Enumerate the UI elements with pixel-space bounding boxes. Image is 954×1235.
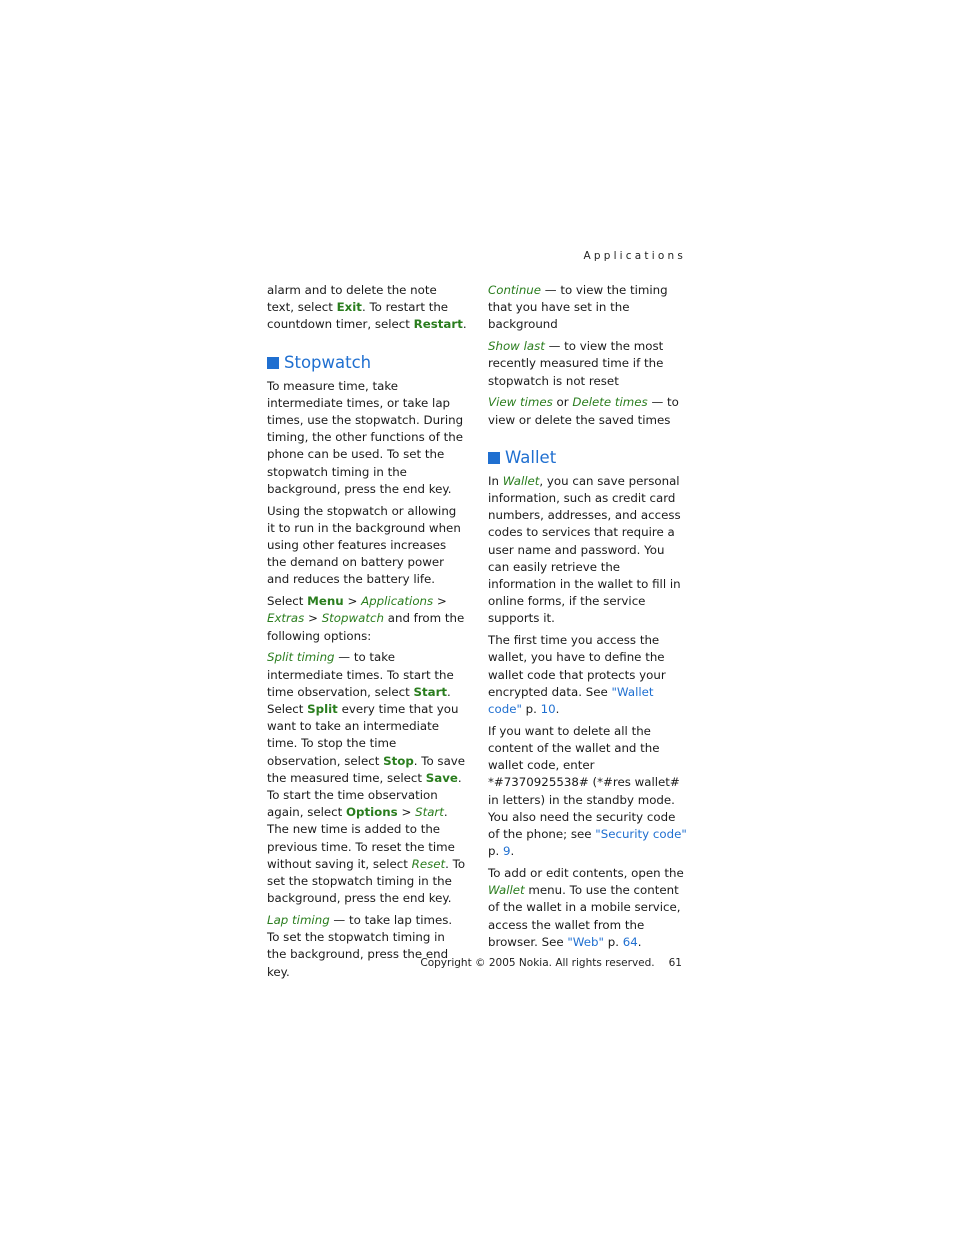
left-column <box>267 282 467 985</box>
softkey-restart: Restart <box>413 317 463 332</box>
paragraph: To measure time, take intermediate times, or take lap times, use the stopwatch. During timing, the other functions of the phone can be used. To set the stopwatch timing in the background, press the end key. <box>267 378 464 496</box>
right-column <box>488 282 688 956</box>
option-name: Delete times <box>572 395 648 410</box>
text: or <box>552 395 573 410</box>
text: > <box>343 594 362 609</box>
text: . <box>462 317 467 332</box>
menu-item-start: Start <box>415 805 444 820</box>
running-header: Applications <box>583 250 686 262</box>
heading-text: Wallet <box>505 447 557 467</box>
text: p. <box>521 702 541 717</box>
paragraph <box>267 282 467 334</box>
text: > <box>397 805 416 820</box>
option-name: Show last <box>488 339 545 354</box>
softkey-save: Save <box>425 770 458 785</box>
text: The first time you access the wallet, you have to define the wallet code that protects your encrypted data. See <box>488 633 666 699</box>
paragraph <box>488 865 688 951</box>
option-lap-timing <box>267 912 467 981</box>
text: alarm and to delete the note text, select <box>267 283 437 315</box>
heading-text: Stopwatch <box>284 352 372 372</box>
text: If you want to delete all the content of the wallet and the wallet code, enter *#7370925538# (*#res wallet# in letters) in the standby mode. You also need the security code of the phone; see <box>488 723 680 842</box>
menu-item-extras: Extras <box>267 611 305 626</box>
paragraph <box>488 632 688 718</box>
text: p. <box>603 934 623 949</box>
text: — to view or delete the saved times <box>488 395 679 427</box>
text: — to view the most recently measured time if the stopwatch is not reset <box>488 339 664 388</box>
option-split-timing <box>267 649 467 907</box>
link-wallet-code[interactable]: "Wallet code" <box>488 684 654 717</box>
softkey-exit: Exit <box>336 300 362 315</box>
link-page-64[interactable]: 64 <box>622 934 638 949</box>
text: . To start the time observation again, select <box>267 770 462 820</box>
menu-item-reset: Reset <box>411 856 446 871</box>
paragraph <box>488 473 688 628</box>
option-name: Lap timing <box>267 913 330 928</box>
text: Select <box>267 594 308 609</box>
option-name: Continue <box>488 283 542 297</box>
text: . <box>555 702 560 717</box>
text: > <box>304 611 322 626</box>
link-page-9[interactable]: 9 <box>503 844 511 859</box>
text: p. <box>488 844 503 859</box>
menu-item-wallet: Wallet <box>488 883 525 898</box>
menu-item-applications: Applications <box>361 594 434 609</box>
text: every time that you want to take an intermediate time. To stop the time observation, select <box>267 702 459 768</box>
option-name: View times <box>488 395 553 410</box>
text: . To save the measured time, select <box>267 753 466 785</box>
text: menu. To use the content of the wallet in a mobile service, access the wallet from the browser. See <box>488 883 681 949</box>
square-bullet-icon <box>488 452 500 464</box>
softkey-stop: Stop <box>383 753 414 768</box>
text: . <box>510 844 515 859</box>
link-page-10[interactable]: 10 <box>540 702 556 717</box>
text: . The new time is added to the previous time. To reset the time without saving it, select <box>267 805 455 871</box>
text: . To restart the countdown timer, select <box>267 300 449 332</box>
option-continue <box>488 282 688 334</box>
text: , you can save personal information, such as credit card numbers, addresses, and access codes to services that require a user name and password. You can easily retrieve the information in the wallet to fill in online forms, if the service supports it. <box>488 473 681 626</box>
text: — to take intermediate times. To start the time observation, select <box>267 650 454 699</box>
link-security-code[interactable]: "Security code" <box>595 827 687 842</box>
menu-item-wallet: Wallet <box>502 473 540 488</box>
text: — to view the timing that you have set in the background <box>488 283 668 332</box>
stopwatch-heading <box>267 352 467 374</box>
option-view-delete-times <box>488 394 688 428</box>
text: . <box>637 934 642 949</box>
paragraph <box>488 723 688 861</box>
page-footer <box>400 957 682 969</box>
square-bullet-icon <box>267 357 279 369</box>
menu-item-stopwatch: Stopwatch <box>321 611 384 626</box>
text: . Select <box>267 684 451 717</box>
menu-key: Menu <box>307 594 344 609</box>
wallet-heading <box>488 447 688 469</box>
text: — to take lap times. To set the stopwatch timing in the background, press the end key. <box>267 913 453 979</box>
softkey-start: Start <box>413 684 448 699</box>
text: In <box>488 473 503 488</box>
softkey-options: Options <box>346 805 398 820</box>
text: and from the following options: <box>267 611 465 643</box>
text: > <box>433 594 447 609</box>
menu-path-paragraph <box>267 593 467 645</box>
page-number: 61 <box>668 957 682 969</box>
softkey-split: Split <box>307 702 338 717</box>
option-name: Split timing <box>267 650 335 665</box>
link-web[interactable]: "Web" <box>567 934 604 949</box>
option-show-last <box>488 338 688 390</box>
text: . To set the stopwatch timing in the background, press the end key. <box>267 856 466 906</box>
copyright-text: Copyright © 2005 Nokia. All rights reserved. <box>420 957 655 969</box>
text: To add or edit contents, open the <box>488 866 684 881</box>
paragraph: Using the stopwatch or allowing it to run in the background when using other features increases the demand on battery power and reduces the battery life. <box>267 503 461 587</box>
